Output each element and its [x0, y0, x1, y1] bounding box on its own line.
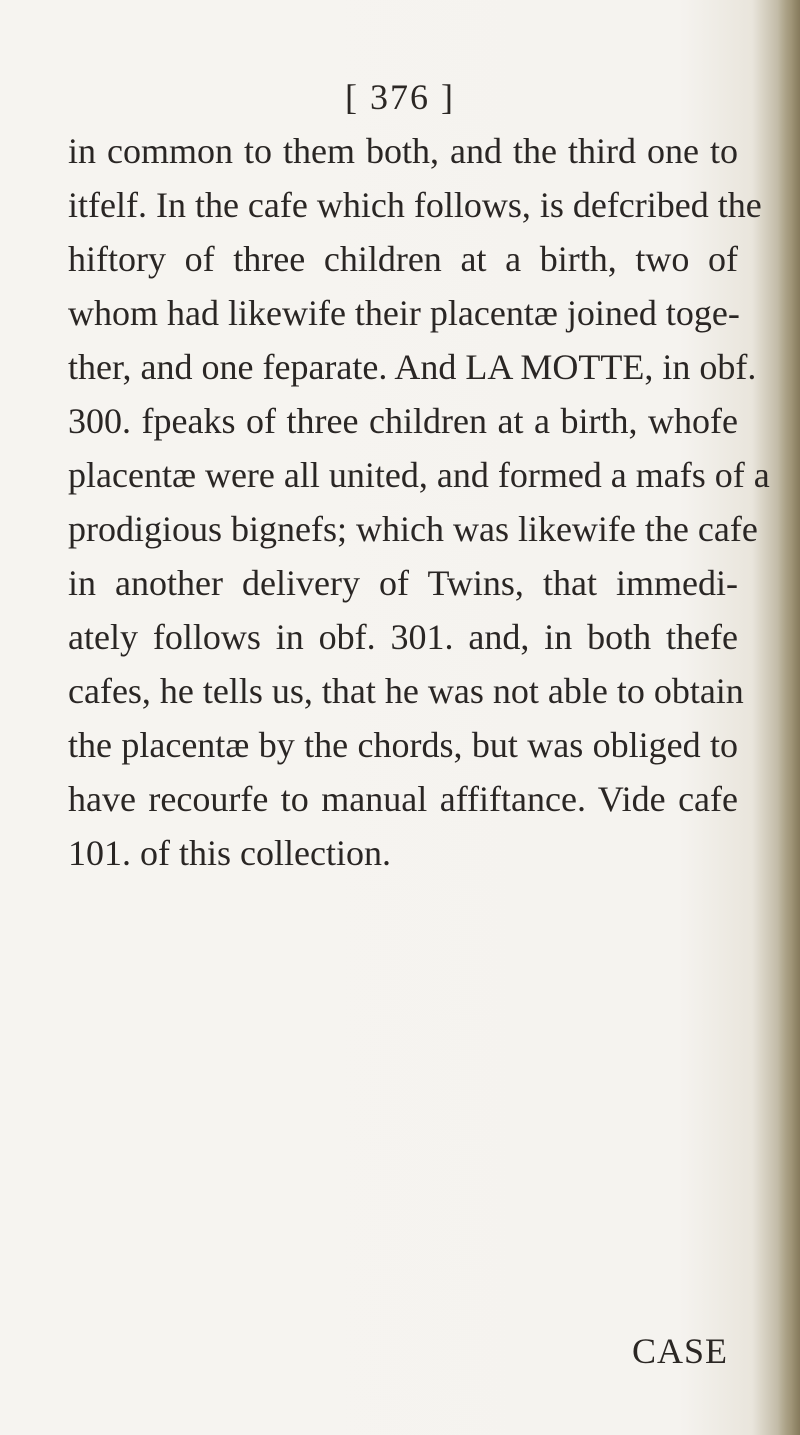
text-line: hiftory of three children at a birth, two of	[68, 239, 738, 279]
text-line: in another delivery of Twins, that immedi-	[68, 563, 738, 603]
text-line: cafes, he tells us, that he was not able to obtain	[68, 671, 744, 711]
body-text	[68, 124, 770, 880]
text-line-last: 101. of this collection.	[68, 833, 391, 873]
catchword: CASE	[632, 1331, 729, 1371]
text-line: ther, and one feparate. And LA MOTTE, in obf.	[68, 347, 757, 387]
text-line: in common to them both, and the third one to	[68, 131, 738, 171]
binding-gutter	[778, 0, 800, 1435]
text-line: 300. fpeaks of three children at a birth, whofe	[68, 401, 738, 441]
text-line: ately follows in obf. 301. and, in both thefe	[68, 617, 738, 657]
text-line: have recourfe to manual affiftance. Vide cafe	[68, 779, 738, 819]
page-number-header: [ 376 ]	[345, 77, 455, 117]
text-line: the placentæ by the chords, but was obliged to	[68, 725, 738, 765]
text-line: prodigious bignefs; which was likewife the cafe	[68, 509, 758, 549]
text-line: itfelf. In the cafe which follows, is defcribed the	[68, 185, 762, 225]
text-line: placentæ were all united, and formed a mafs of a	[68, 455, 770, 495]
text-line: whom had likewife their placentæ joined toge-	[68, 293, 740, 333]
